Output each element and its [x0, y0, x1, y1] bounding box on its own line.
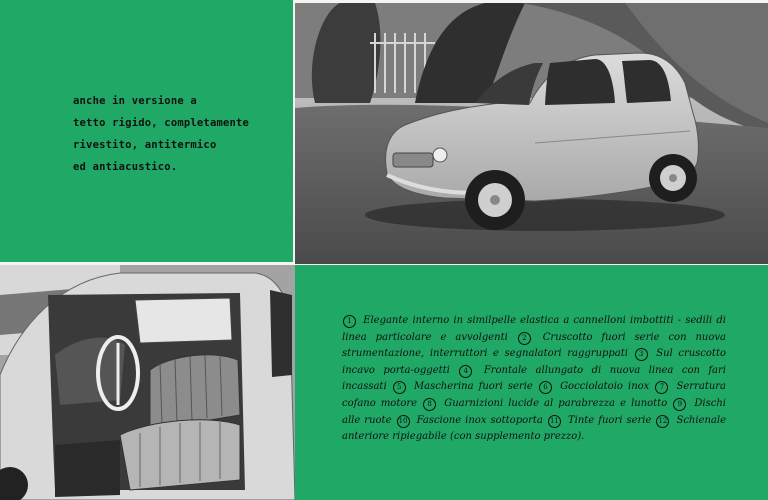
tagline-line: rivestito, antitermico — [73, 139, 217, 151]
feature-text: Elegante interno in similpelle elastica a cannelloni imbottiti - sedili di linea particolare e avvolgenti — [342, 315, 726, 343]
feature-text: Gocciolatoio inox — [560, 381, 650, 393]
car-interior-photo — [0, 265, 295, 500]
tagline-line: anche in versione a — [73, 95, 197, 107]
feature-number-badge: 10 — [397, 415, 410, 428]
feature-number-badge: 9 — [673, 398, 686, 411]
feature-text: Schienale anteriore ripiegabile (con supplemento prezzo). — [342, 414, 727, 443]
feature-number-badge: 8 — [423, 398, 436, 411]
feature-number-badge: 2 — [518, 332, 531, 345]
feature-text: Dischi alle ruote — [342, 397, 726, 426]
tagline-panel — [0, 0, 293, 262]
feature-number-badge: 12 — [656, 415, 669, 428]
tagline-line: tetto rigido, completamente — [73, 117, 250, 129]
feature-text: Sul cruscotto incavo porta-oggetti — [342, 348, 726, 376]
tagline-text — [73, 90, 249, 178]
features-list — [342, 313, 726, 446]
feature-number-badge: 4 — [459, 365, 472, 378]
feature-text: Frontale allungato di nuova linea con fari incassati — [342, 364, 727, 393]
feature-number-badge: 7 — [655, 381, 668, 394]
car-exterior-illustration — [295, 3, 768, 264]
feature-number-badge: 11 — [548, 415, 561, 428]
feature-number-badge: 5 — [393, 381, 406, 394]
car-interior-illustration — [0, 265, 295, 500]
feature-number-badge: 3 — [635, 348, 648, 361]
feature-text: Fascione inox sottoporta — [416, 414, 543, 426]
feature-text: Guarnizioni lucide al parabrezza e lunotto — [444, 397, 668, 409]
feature-text: Cruscotto fuori serie con nuova strumentazione, interruttori e segnalatori raggruppati — [342, 331, 726, 360]
feature-number-badge: 1 — [343, 315, 356, 328]
car-exterior-photo — [295, 3, 768, 264]
feature-text: Serratura cofano motore — [342, 381, 727, 409]
feature-text: Mascherina fuori serie — [413, 381, 533, 393]
tagline-line: ed antiacustico. — [73, 161, 178, 173]
feature-text: Tinte fuori serie — [567, 414, 652, 426]
feature-number-badge: 6 — [539, 381, 552, 394]
